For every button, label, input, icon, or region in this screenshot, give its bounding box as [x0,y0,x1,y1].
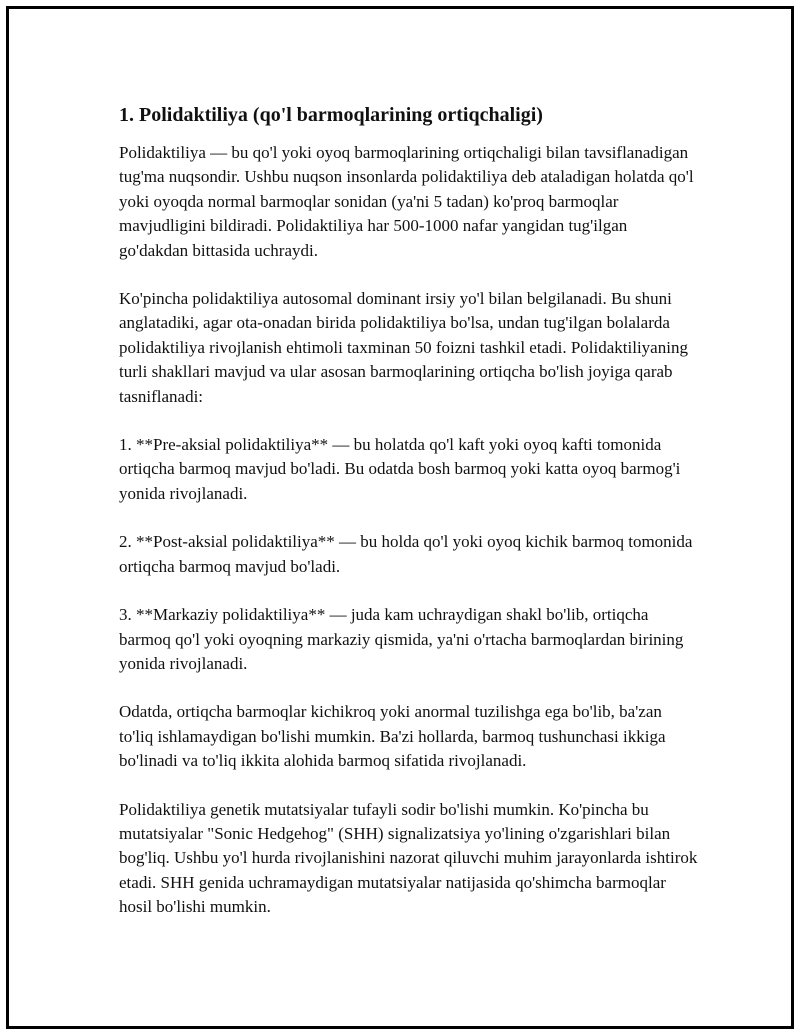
paragraph-pre-axial: 1. **Pre-aksial polidaktiliya** — bu holatda qo'l kaft yoki oyoq kafti tomonida ortiqcha barmoq mavjud bo'ladi. Bu odatda bosh barmoq yoki katta oyoq barmog'i yonida rivojlanadi. [119,435,681,503]
paragraph-definition: Polidaktiliya — bu qo'l yoki oyoq barmoqlarining ortiqchaligi bilan tavsiflanadigan tug'ma nuqsondir. Ushbu nuqson insonlarda polidaktiliya deb ataladigan holatda qo'l yoki oyoqda normal barmoqlar sonidan (ya'ni 5 tadan) ko'proq barmoqlar mavjudligini bildiradi. Polidaktiliya har 500-1000 nafar yangidan tug'ilgan go'dakdan bittasida uchraydi. [119,143,694,260]
paragraph-structure: Odatda, ortiqcha barmoqlar kichikroq yoki anormal tuzilishga ega bo'lib, ba'zan to'liq ishlamaydigan bo'lishi mumkin. Ba'zi hollarda, barmoq tushunchasi ikkiga bo'linadi va to'liq ikkita alohida barmoq sifatida rivojlanadi. [119,702,666,771]
section-heading: 1. Polidaktiliya (qo'l barmoqlarining ortiqchaligi) [119,104,543,126]
document-body [119,102,699,944]
paragraph-inheritance: Ko'pincha polidaktiliya autosomal dominant irsiy yo'l bilan belgilanadi. Bu shuni anglatadiki, agar ota-onadan birida polidaktiliya bo'lsa, undan tug'ilgan bolalarda polidaktiliya rivojlanish ehtimoli taxminan 50 foizni tashkil etadi. Polidaktiliyaning turli shakllari mavjud va ular asosan barmoqlarining ortiqcha bo'lish joyiga qarab tasniflanadi: [119,289,688,406]
paragraph-central: 3. **Markaziy polidaktiliya** — juda kam uchraydigan shakl bo'lib, ortiqcha barmoq qo'l yoki oyoqning markaziy qismida, ya'ni o'rtacha barmoqlardan birining yonida rivojlanadi. [119,605,684,673]
document-page [6,6,794,1029]
paragraph-genetics: Polidaktiliya genetik mutatsiyalar tufayli sodir bo'lishi mumkin. Ko'pincha bu mutatsiyalar "Sonic Hedgehog" (SHH) signalizatsiya yo'lining o'zgarishlari bilan bog'liq. Ushbu yo'l hurda rivojlanishini nazorat qiluvchi muhim jarayonlarda ishtirok etadi. SHH genida uchramaydigan mutatsiyalar natijasida qo'shimcha barmoqlar hosil bo'lishi mumkin. [119,799,698,917]
paragraph-post-axial: 2. **Post-aksial polidaktiliya** — bu holda qo'l yoki oyoq kichik barmoq tomonida ortiqcha barmoq mavjud bo'ladi. [119,532,693,576]
